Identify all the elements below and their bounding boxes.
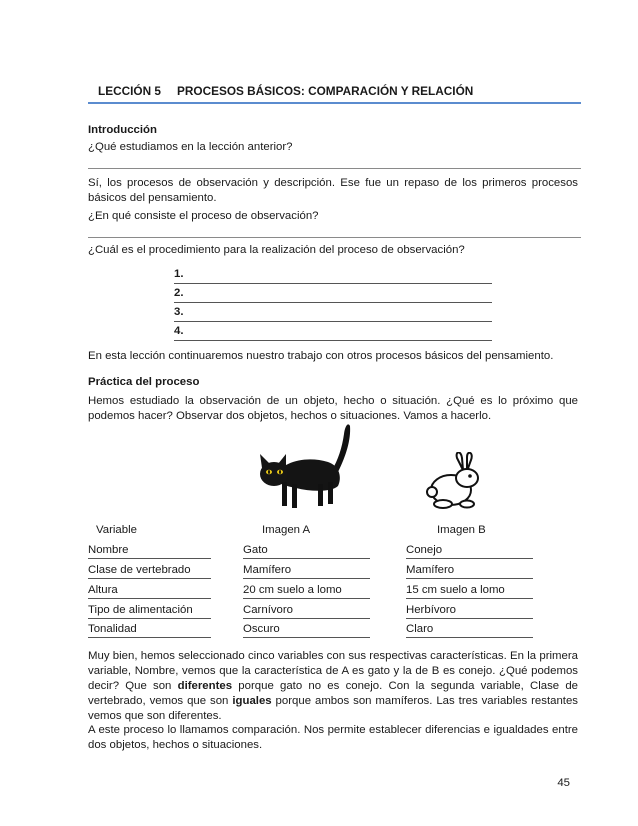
table-cell-image-a: Mamífero <box>243 563 370 579</box>
intro-heading: Introducción <box>88 124 157 136</box>
answer-line-1 <box>174 268 492 284</box>
keyword-different: diferentes <box>177 680 233 692</box>
table-cell-variable: Clase de vertebrado <box>88 563 211 579</box>
number-label: 1. <box>174 268 184 280</box>
table-cell-image-a: Gato <box>243 543 370 559</box>
table-cell-image-b: 15 cm suelo a lomo <box>406 583 533 599</box>
page-number: 45 <box>557 777 570 789</box>
lesson-header <box>88 84 581 104</box>
table-cell-image-b: Claro <box>406 622 533 638</box>
question-previous-lesson: ¿Qué estudiamos en la lección anterior? <box>88 141 293 153</box>
table-cell-variable: Altura <box>88 583 211 599</box>
column-header-variable: Variable <box>96 524 137 536</box>
question-observation: ¿En qué consiste el proceso de observación? <box>88 210 319 222</box>
number-label: 2. <box>174 287 184 299</box>
lesson-title: PROCESOS BÁSICOS: COMPARACIÓN Y RELACIÓN <box>177 84 474 98</box>
question-procedure: ¿Cuál es el procedimiento para la realización del proceso de observación? <box>88 244 465 256</box>
summary-text: porque ambos son mamíferos. Las tres variables restantes vemos que son diferentes. <box>88 695 578 722</box>
number-label: 3. <box>174 306 184 318</box>
table-cell-image-a: Oscuro <box>243 622 370 638</box>
practice-heading: Práctica del proceso <box>88 376 200 388</box>
table-cell-variable: Tipo de alimentación <box>88 603 211 619</box>
continue-text: En esta lección continuaremos nuestro trabajo con otros procesos básicos del pensamiento. <box>88 350 554 362</box>
rabbit-image <box>421 452 489 510</box>
table-cell-image-b: Mamífero <box>406 563 533 579</box>
column-header-image-b: Imagen B <box>437 524 486 536</box>
table-cell-image-a: 20 cm suelo a lomo <box>243 583 370 599</box>
table-cell-image-b: Conejo <box>406 543 533 559</box>
keyword-equal: iguales <box>232 695 272 707</box>
practice-text: Hemos estudiado la observación de un objeto, hecho o situación. ¿Qué es lo próximo que podemos hacer? Observar dos objetos, hechos o situaciones. Vamos a hacerlo. <box>88 395 578 422</box>
table-cell-variable: Nombre <box>88 543 211 559</box>
number-label: 4. <box>174 325 184 337</box>
black-cat-image <box>252 420 356 512</box>
lesson-number: LECCIÓN 5 <box>98 84 161 98</box>
summary-text: porque gato no es conejo. Con la segunda variable, Clase de vertebrado, vemos que son <box>88 680 578 707</box>
answer-line-4 <box>174 325 492 341</box>
table-cell-image-a: Carnívoro <box>243 603 370 619</box>
answer-text: Sí, los procesos de observación y descripción. Ese fue un repaso de los primeros procesos básicos del pensamiento. <box>88 177 578 204</box>
comparison-definition: A este proceso lo llamamos comparación. Nos permite establecer diferencias e igualdades entre dos objetos, hechos o situaciones. <box>88 724 578 751</box>
answer-line <box>88 168 581 169</box>
answer-line-3 <box>174 306 492 322</box>
table-cell-image-b: Herbívoro <box>406 603 533 619</box>
table-cell-variable: Tonalidad <box>88 622 211 638</box>
answer-line <box>88 237 581 238</box>
summary-paragraph <box>88 649 578 724</box>
summary-text: Muy bien, hemos seleccionado cinco variables con sus respectivas características. En la primera variable, Nombre, vemos que la característica de A es gato y la de B es conejo. ¿Qué podemos decir? Que son <box>88 650 578 692</box>
answer-line-2 <box>174 287 492 303</box>
column-header-image-a: Imagen A <box>262 524 311 536</box>
